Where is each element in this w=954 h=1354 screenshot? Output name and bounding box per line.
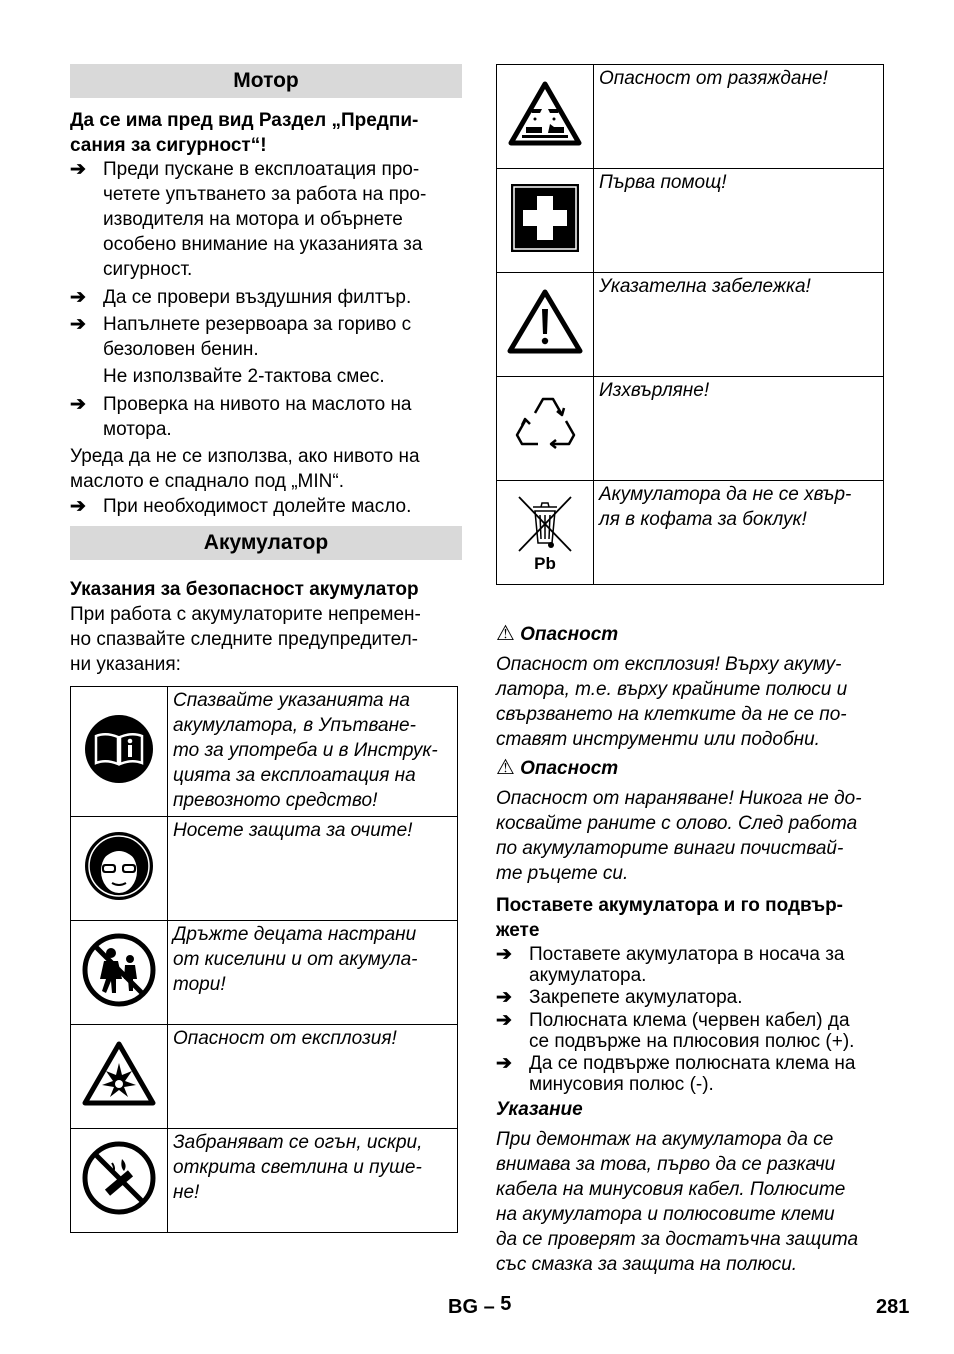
motor-subheading: Да се има пред вид Раздел „Предпи- сания за сигурност“!	[70, 110, 419, 156]
battery-symbols-table-left	[70, 686, 458, 1233]
explosion-hazard-icon	[82, 1041, 156, 1107]
warning-triangle-icon: ⚠	[496, 756, 515, 779]
note-heading: Указание	[496, 1099, 583, 1120]
table-row: Опасност от разяждане!	[497, 65, 884, 169]
install-heading: Поставете акумулатора и го подвър- жете	[496, 895, 844, 941]
footer-section: BG – 5	[448, 1293, 512, 1318]
battery-heading: Акумулатор	[70, 526, 462, 560]
arrow-icon: ➔	[496, 1010, 512, 1031]
motor-step-2: ➔ Да се провери въздушния филтър.	[70, 287, 412, 308]
install-step-4: ➔ Да се подвърже полюсната клема на минусовия полюс (-).	[496, 1053, 856, 1095]
warning-triangle-icon: ⚠	[496, 622, 515, 645]
danger-heading-2: ⚠ Опасност	[496, 756, 619, 779]
battery-symbols-table-right	[496, 64, 884, 585]
arrow-icon: ➔	[496, 1053, 512, 1074]
pb-label: Pb	[534, 553, 556, 573]
install-step-3: ➔ Полюсната клема (червен кабел) да се подвърже на плюсовия полюс (+).	[496, 1010, 855, 1052]
battery-safety-heading: Указания за безопасност акумулатор	[70, 579, 419, 600]
danger-heading-1: ⚠ Опасност	[496, 622, 619, 645]
read-manual-icon	[84, 714, 154, 784]
arrow-icon: ➔	[496, 987, 512, 1008]
motor-step-4: ➔ Проверка на нивото на маслото на мотора.	[70, 394, 412, 440]
battery-intro: При работа с акумулаторите непремен- но спазвайте следните предупредител- ни указания:	[70, 604, 421, 675]
keep-children-away-icon	[82, 933, 156, 1007]
corrosive-icon	[508, 81, 582, 147]
table-row: Носете защита за очите!	[71, 817, 458, 921]
arrow-icon: ➔	[70, 287, 86, 308]
crossed-bin-pb-icon	[497, 493, 593, 573]
install-step-2: ➔ Закрепете акумулатора.	[496, 987, 743, 1008]
arrow-icon: ➔	[496, 944, 512, 965]
table-row: Дръжте децата настрани от киселини и от акумула- тори!	[71, 921, 458, 1025]
arrow-icon: ➔	[70, 314, 86, 335]
install-step-1: ➔ Поставете акумулатора в носача за акумулатора.	[496, 944, 845, 986]
danger-text-2: Опасност от нараняване! Никога не до- косвайте раните с олово. След работа по акумулаторите винаги почиствай- те ръцете си.	[496, 788, 862, 884]
table-row: Опасност от експлозия!	[71, 1025, 458, 1129]
page-number: 281	[876, 1296, 910, 1318]
recycle-icon	[508, 391, 582, 461]
note-text: При демонтаж на акумулатора да се внимава за това, първо да се разкачи кабела на минусовия кабел. Полюсите на акумулатора и полюсовите клеми да се проверят за достатъчна защита със смазка за защита на полюси.	[496, 1129, 859, 1275]
arrow-icon: ➔	[70, 394, 86, 415]
motor-oil-paragraph: Уреда да не се използва, ако нивото на маслото е спаднало под „MIN“.	[70, 446, 420, 492]
table-row: Спазвайте указанията на акумулатора, в Упътване- то за употреба и в Инструк- цията за експлоатация на превозното средство!	[71, 687, 458, 817]
table-row: Изхвърляне!	[497, 377, 884, 481]
warning-exclamation-icon	[507, 289, 583, 355]
table-row: Указателна забележка!	[497, 273, 884, 377]
motor-step-1: ➔ Преди пускане в експлоатация про- четете упътването за работа на про- изводителя на мотора и обърнете особено внимание на указанията за сигурност.	[70, 159, 427, 280]
motor-step-5: ➔ При необходимост долейте масло.	[70, 496, 412, 517]
table-row: Pb Акумулатора да не се хвър- ля в кофата за боклук!	[497, 481, 884, 585]
table-row: Първа помощ!	[497, 169, 884, 273]
motor-heading: Мотор	[70, 64, 462, 98]
motor-note-2stroke: Не използвайте 2-тактова смес.	[103, 366, 385, 387]
first-aid-icon	[510, 183, 580, 253]
arrow-icon: ➔	[70, 496, 86, 517]
arrow-icon: ➔	[70, 159, 86, 180]
eye-protection-icon	[84, 831, 154, 901]
motor-step-3: ➔ Напълнете резервоара за гориво с безоловен бенин.	[70, 314, 412, 360]
no-fire-smoking-icon	[82, 1141, 156, 1215]
danger-text-1: Опасност от експлозия! Върху акуму- латора, т.е. върху крайните полюси и свързването на клетките да не се по- ставят инструменти или подобни.	[496, 654, 848, 750]
table-row: Забраняват се огън, искри, открита светлина и пуше- не!	[71, 1129, 458, 1233]
